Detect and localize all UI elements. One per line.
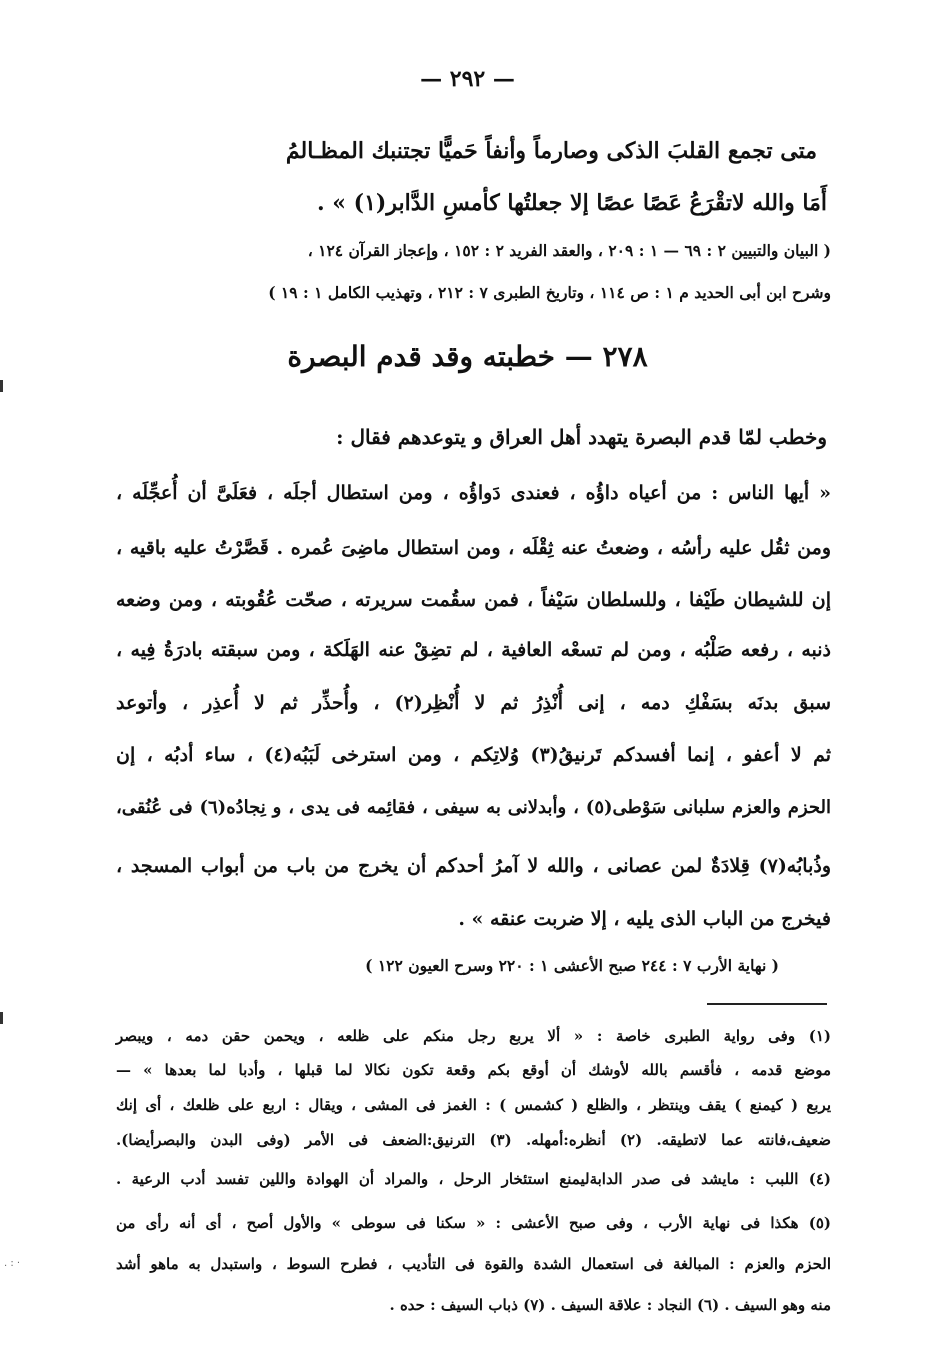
- body-line: فيخرج من الباب الذى يليه ، إلا ضربت عنقه » .: [458, 908, 831, 930]
- footnote-line: يربع ( كيمنع ) يقف وينتظر ، والظلع ( كشمس ) : الغمز فى المشى ، ويقال : اربع على ظلعك ، أى إنك: [116, 1096, 831, 1114]
- footnote-line: موضع قدمه ، فأقسم بالله لأوشك أن أوقع بكم وقعة تكون نكالا لما قبلها ، وأدبا لما بعدها » —: [116, 1061, 831, 1079]
- body-line: وذُبابُه(٧) قِلادَةٌ لمن عصانى ، والله لا آمرُ أحدكم أن يخرج من باب من أبواب المسجد ،: [116, 855, 831, 877]
- body-line: ومن ثقُل عليه رأسُه ، وضعتُ عنه ثِقْلَه ، ومن استطال ماضِىَ عُمره . قَصَّرْتُ عليه باقيه ،: [116, 537, 831, 559]
- sources-line-1: ( البيان والتبيين ٢ : ٦٩ — ١ : ٢٠٩ ، والعقد الفريد ٢ : ١٥٢ ، وإعجاز القرآن ١٢٤ ،: [307, 241, 831, 260]
- footnote-line: (٥) هكذا فى نهاية الأرب ، وفى صبح الأعشى : « سكنا فى سوطى » والأول أصح ، أى أنه رأى من: [116, 1214, 831, 1232]
- footnote-line: ضعيف،فانته عما لاتطيقه. (٢) أنظره:أمهله. (٣) الترنيق:الضعف فى الأمر (وفى البدن والبصرأيضا).: [116, 1131, 831, 1149]
- footnote-separator: [707, 1003, 827, 1005]
- body-line: الحزم والعزم سلبانى سَوْطى(٥) ، وأبدلانى به سيفى ، فقائِمه فى يدى ، و نِجادُه(٦) فى عُنُقى،: [116, 797, 831, 818]
- footnote-line: (١) وفى رواية الطبرى خاصة : « ألا يربع رجل منكم على ظلعه ، ويحمن حقن دمه ، ويبصر: [116, 1027, 831, 1045]
- scan-edge-mark: [0, 1012, 3, 1024]
- poem-verse-1: متى تجمع القلبَ الذكى وصارماً وأنفاً حَميًّا تجتنبك المظـالمُ: [285, 138, 817, 164]
- intro-line: وخطب لمّا قدم البصرة يتهدد أهل العراق و يتوعدهم فقال :: [336, 425, 827, 449]
- scan-edge-mark: [0, 380, 3, 392]
- page-number: — ٢٩٢ —: [420, 66, 515, 92]
- poem-verse-2: أَمَا والله لاتقْرَعُ عَصًا عصًا إلا جعلتُها كأمسِ الدَّابر(١) » .: [316, 190, 827, 216]
- sources-closing: ( نهاية الأرب ٧ : ٢٤٤ صبح الأعشى ١ : ٢٢٠ وسرح العيون ١٢٢ ): [365, 956, 779, 975]
- footnote-line: الحزم والعزم : المبالغة فى استعمال الشدة والقوة فى التأديب ، فطرح السوط ، واستبدل به ماهو أشد: [116, 1255, 831, 1273]
- body-line: ذنبه ، رفعه صَلْبُه ، ومن لم تسعْه العافية ، لم تضِقْ عنه الهَلَكة ، ومن سبقته بادرَةُ فِيه ،: [116, 639, 831, 661]
- sources-line-2: وشرح ابن أبى الحديد م ١ : ص ١١٤ ، وتاريخ الطبرى ٧ : ٢١٢ ، وتهذيب الكامل ١ : ١٩ ): [268, 283, 831, 302]
- body-line: سبق بدنَه بسَفْكِ دمه ، إنى أُنْذِرُ ثم لا أُنْظِر(٢) ، وأُحذِّر ثم لا أُعذِر ، وأتوعد: [116, 692, 831, 714]
- footnote-line: منه وهو السيف . (٦) النجاد : علاقة السيف . (٧) ذباب السيف : حده .: [389, 1296, 831, 1314]
- body-line: إن للشيطان طَيْفا ، وللسلطان سَيْفاً ، فمن سقُمت سريرته ، صحّت عُقُوبته ، ومن وضعه: [116, 589, 831, 611]
- body-line: « أيها الناس : من أعياه داؤُه ، فعندى دَواؤُه ، ومن استطال أجلَه ، فعَلَىَّ أن أُعجِّلَه ،: [116, 482, 831, 504]
- body-line: ثم لا أعفو ، إنما أفسدكم تَرنيقُ(٣) وُلاتِكم ، ومن استرخى لَبَبُه(٤) ، ساء أدبُه ، إن: [116, 744, 831, 766]
- footnote-line: (٤) اللبب : مايشد فى صدر الدابةليمنع استئخار الرحل ، والمراد أن الهوادة واللين تفسد أدب الرعية .: [116, 1170, 831, 1188]
- scan-speckle: . : ·: [4, 1258, 21, 1269]
- section-title: ٢٧٨ — خطبته وقد قدم البصرة: [287, 340, 648, 373]
